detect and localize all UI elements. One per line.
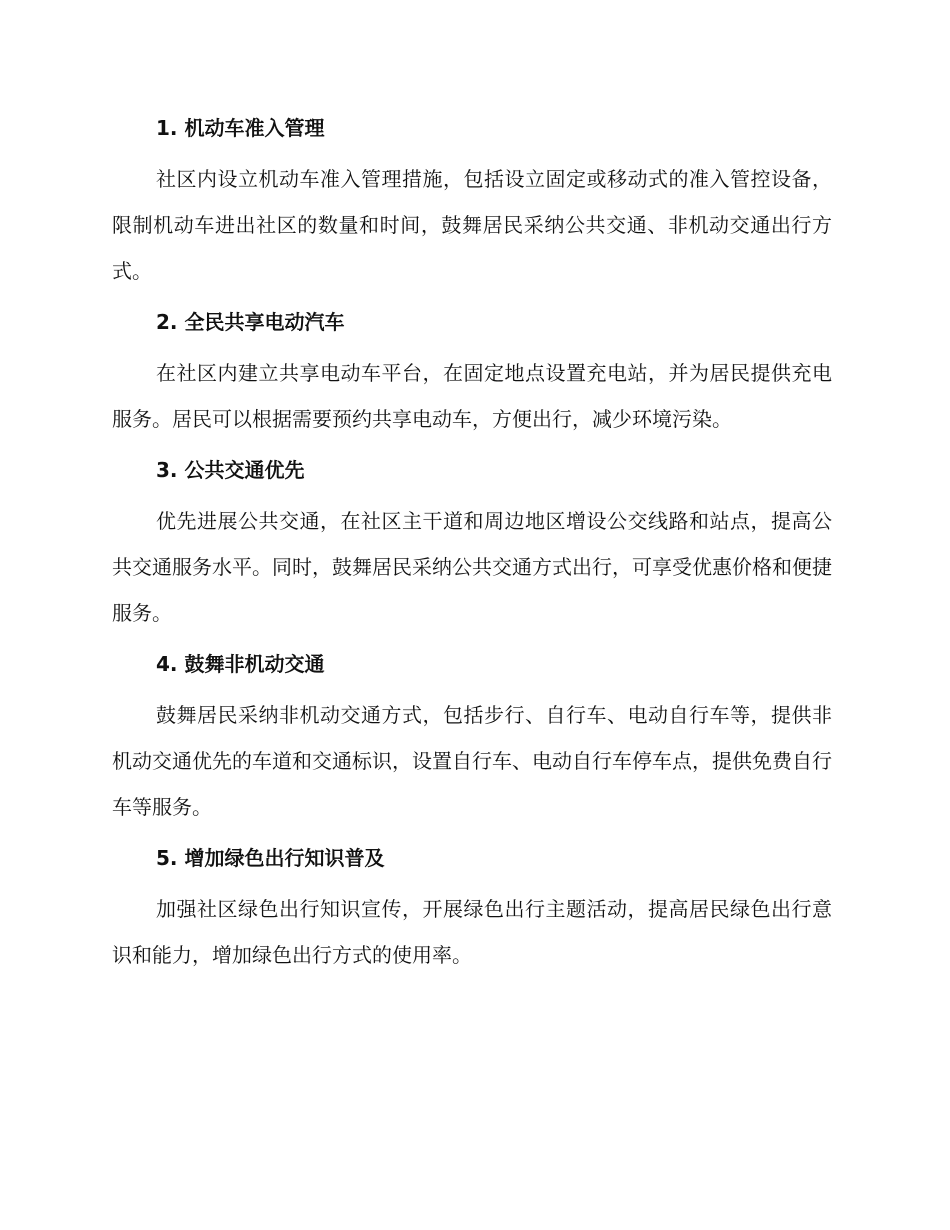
section-heading: 3. 公共交通优先 bbox=[156, 458, 305, 482]
section-2 bbox=[112, 302, 832, 442]
section-paragraph: 在社区内建立共享电动车平台，在固定地点设置充电站，并为居民提供充电服务。居民可以根据需要预约共享电动车，方便出行，减少环境污染。 bbox=[112, 361, 832, 431]
section-paragraph: 鼓舞居民采纳非机动交通方式，包括步行、自行车、电动自行车等，提供非机动交通优先的车道和交通标识，设置自行车、电动自行车停车点，提供免费自行车等服务。 bbox=[112, 703, 832, 819]
section-4 bbox=[112, 644, 832, 830]
section-paragraph: 加强社区绿色出行知识宣传，开展绿色出行主题活动，提高居民绿色出行意识和能力，增加绿色出行方式的使用率。 bbox=[112, 897, 832, 967]
section-paragraph: 优先进展公共交通，在社区主干道和周边地区增设公交线路和站点，提高公共交通服务水平。同时，鼓舞居民采纳公共交通方式出行，可享受优惠价格和便捷服务。 bbox=[112, 509, 832, 625]
section-heading: 5. 增加绿色出行知识普及 bbox=[156, 846, 385, 870]
section-paragraph: 社区内设立机动车准入管理措施，包括设立固定或移动式的准入管控设备，限制机动车进出社区的数量和时间，鼓舞居民采纳公共交通、非机动交通出行方式。 bbox=[112, 167, 832, 283]
section-heading: 4. 鼓舞非机动交通 bbox=[156, 652, 325, 676]
section-heading: 1. 机动车准入管理 bbox=[156, 116, 325, 140]
section-3 bbox=[112, 450, 832, 636]
section-5 bbox=[112, 838, 832, 978]
document-content bbox=[112, 108, 832, 978]
section-heading: 2. 全民共享电动汽车 bbox=[156, 310, 345, 334]
section-1 bbox=[112, 108, 832, 294]
